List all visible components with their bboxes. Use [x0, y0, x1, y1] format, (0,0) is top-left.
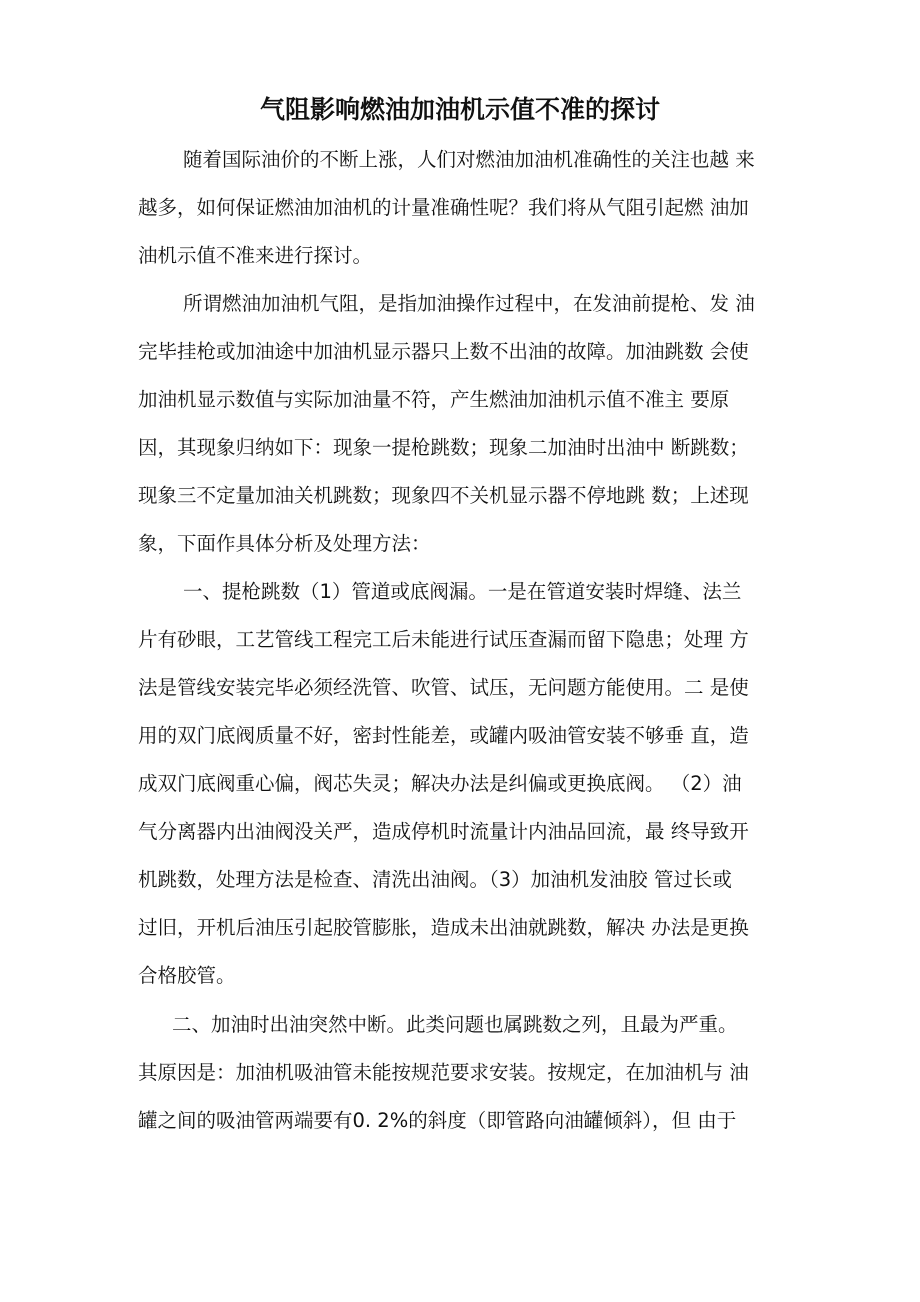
text-line: 油机示值不准来进行探讨。 — [138, 244, 373, 267]
text-line: 随着国际油价的不断上涨，人们对燃油加油机准确性的关注也越 来 — [183, 148, 755, 171]
text-line: 合格胶管。 — [138, 964, 236, 987]
text-line: 象，下面作具体分析及处理方法： — [138, 532, 431, 555]
text-line: 气分离器内出油阀没关严，造成停机时流量计内油品回流，最 终导致开 — [138, 820, 749, 843]
document-title: 气阻影响燃油加油机示值不准的探讨 — [259, 95, 660, 124]
text-line: 二、加油时出油突然中断。此类问题也属跳数之列，且最为严重。 — [172, 1013, 738, 1036]
text-line: 现象三不定量加油关机跳数；现象四不关机显示器不停地跳 数；上述现 — [138, 484, 749, 507]
text-line: 所谓燃油加油机气阻，是指加油操作过程中，在发油前提枪、发 油 — [183, 292, 755, 315]
text-line: 完毕挂枪或加油途中加油机显示器只上数不出油的故障。加油跳数 会使 — [138, 340, 749, 363]
text-line: 一、提枪跳数（1）管道或底阀漏。一是在管道安装时焊缝、法兰 — [183, 580, 742, 603]
text-line: 越多，如何保证燃油加油机的计量准确性呢？我们将从气阻引起燃 油加 — [138, 196, 749, 219]
text-line: 罐之间的吸油管两端要有0. 2%的斜度（即管路向油罐倾斜），但 由于 — [138, 1109, 737, 1132]
text-line: 法是管线安装完毕必须经洗管、吹管、试压，无问题方能使用。二 是使 — [138, 676, 749, 699]
text-line: 片有砂眼，工艺管线工程完工后未能进行试压查漏而留下隐患；处理 方 — [138, 628, 749, 651]
text-line: 过旧，开机后油压引起胶管膨胀，造成未出油就跳数，解决 办法是更换 — [138, 916, 749, 939]
text-line: 成双门底阀重心偏，阀芯失灵；解决办法是纠偏或更换底阀。 （2）油 — [138, 772, 742, 795]
text-line: 加油机显示数值与实际加油量不符，产生燃油加油机示值不准主 要原 — [138, 388, 730, 411]
text-line: 用的双门底阀质量不好，密封性能差，或罐内吸油管安装不够垂 直，造 — [138, 724, 749, 747]
text-line: 因，其现象归纳如下：现象一提枪跳数；现象二加油时出油中 断跳数； — [138, 436, 749, 459]
text-line: 机跳数，处理方法是检查、清洗出油阀。（3）加油机发油胶 管过长或 — [138, 868, 732, 891]
text-line: 其原因是：加油机吸油管未能按规范要求安装。按规定，在加油机与 油 — [138, 1061, 749, 1084]
